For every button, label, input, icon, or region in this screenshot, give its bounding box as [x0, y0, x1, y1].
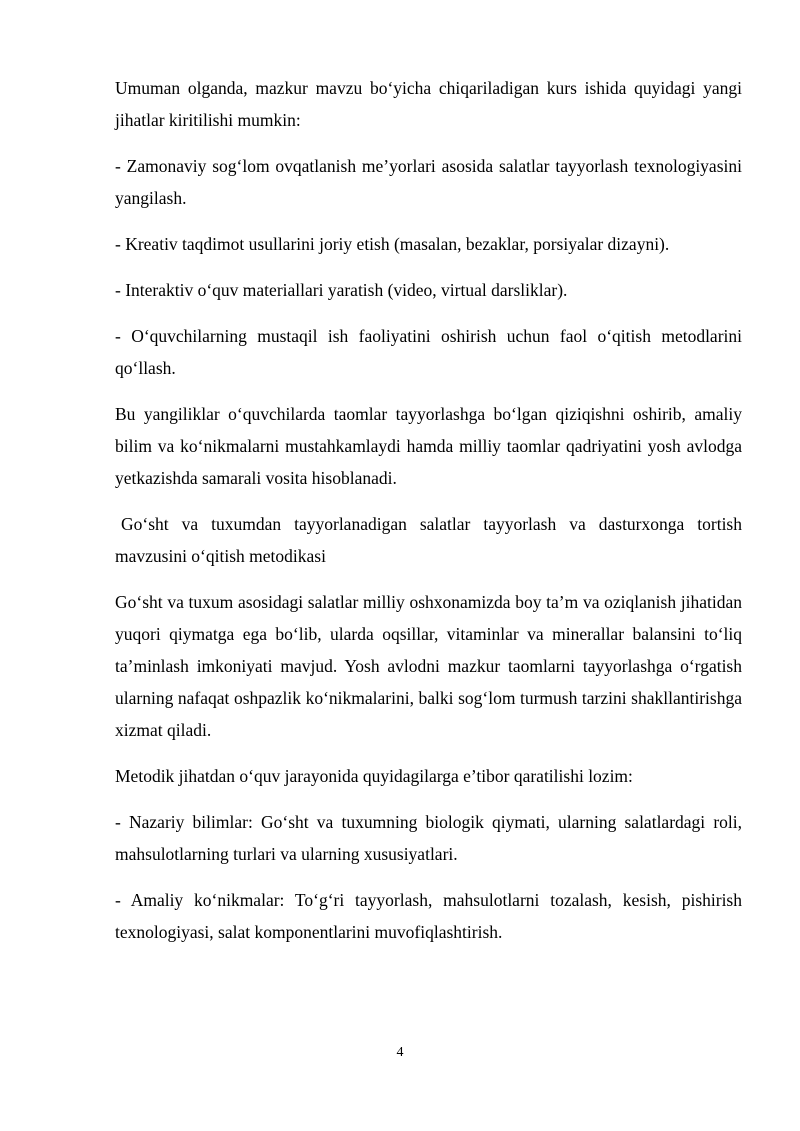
- section-heading: Go‘sht va tuxumdan tayyorlanadigan salatlar tayyorlash va dasturxonga tortish mavzusini o‘qitish metodikasi: [115, 514, 742, 566]
- page-content: [115, 72, 742, 962]
- list-item-interactive-materials: - Interaktiv o‘quv materiallari yaratish (video, virtual darsliklar).: [115, 280, 568, 300]
- page-number: 4: [396, 1045, 404, 1060]
- list-item-healthy-norms: - Zamonaviy sog‘lom ovqatlanish me’yorlari asosida salatlar tayyorlash texnologiyasini yangilash.: [115, 156, 742, 208]
- innovations-paragraph: Bu yangiliklar o‘quvchilarda taomlar tayyorlashga bo‘lgan qiziqishni oshirib, amaliy bilim va ko‘nikmalarni mustahkamlaydi hamda milliy taomlar qadriyatini yosh avlodga yetkazishda samarali vosita hisoblanadi.: [115, 404, 742, 488]
- salads-paragraph: Go‘sht va tuxum asosidagi salatlar milliy oshxonamizda boy ta’m va oziqlanish jihatidan yuqori qiymatga ega bo‘lib, ularda oqsillar, vitaminlar va minerallar balansini to‘liq ta’minlash imkoniyati mavjud. Yosh avlodni mazkur taomlarni tayyorlashga o‘rgatish ularning nafaqat oshpazlik ko‘nikmalarini, balki sog‘lom turmush tarzini shakllantirishga xizmat qiladi.: [115, 592, 742, 740]
- intro-paragraph: Umuman olganda, mazkur mavzu bo‘yicha chiqariladigan kurs ishida quyidagi yangi jihatlar kiritilishi mumkin:: [115, 78, 742, 130]
- list-item-active-methods: - O‘quvchilarning mustaqil ish faoliyatini oshirish uchun faol o‘qitish metodlarini qo‘llash.: [115, 326, 742, 378]
- methodology-paragraph: Metodik jihatdan o‘quv jarayonida quyidagilarga e’tibor qaratilishi lozim:: [115, 766, 633, 786]
- list-item-theory: - Nazariy bilimlar: Go‘sht va tuxumning biologik qiymati, ularning salatlardagi roli, mahsulotlarning turlari va ularning xususiyatlari.: [115, 812, 742, 864]
- list-item-creative-presentation: - Kreativ taqdimot usullarini joriy etish (masalan, bezaklar, porsiyalar dizayni).: [115, 234, 670, 254]
- list-item-practice: - Amaliy ko‘nikmalar: To‘g‘ri tayyorlash, mahsulotlarni tozalash, kesish, pishirish texnologiyasi, salat komponentlarini muvofiqlashtirish.: [115, 890, 742, 942]
